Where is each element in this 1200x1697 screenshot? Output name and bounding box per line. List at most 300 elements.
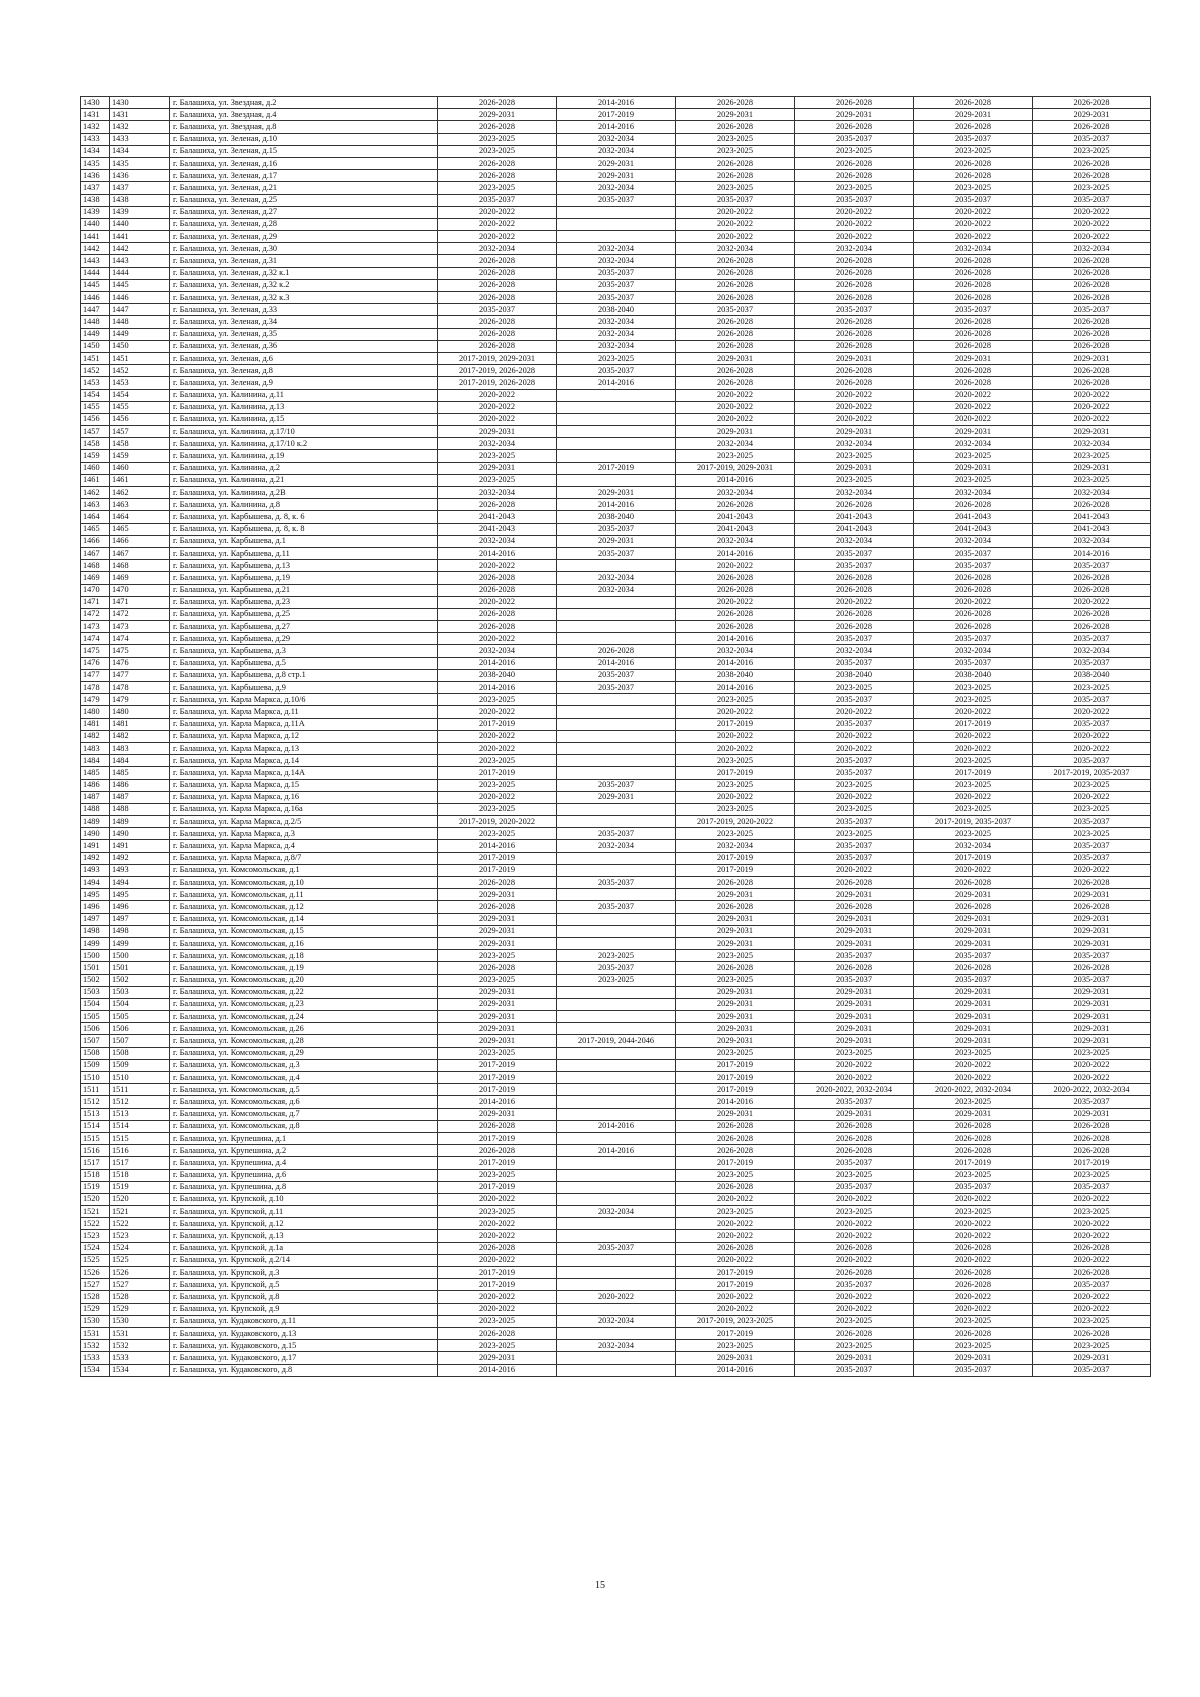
period-cell-5: 2020-2022 xyxy=(914,706,1033,718)
row-number-cell: 1487 xyxy=(81,791,110,803)
period-cell-6: 2020-2022 xyxy=(1033,730,1151,742)
address-cell: г. Балашиха, ул. Крупской, д.13 xyxy=(170,1230,438,1242)
table-row xyxy=(81,682,1151,694)
period-cell-6: 2026-2028 xyxy=(1033,316,1151,328)
period-cell-3: 2014-2016 xyxy=(676,547,795,559)
period-cell-2: 2029-2031 xyxy=(557,157,676,169)
address-cell: г. Балашиха, ул. Комсомольская, д.8 xyxy=(170,1120,438,1132)
period-cell-6: 2023-2025 xyxy=(1033,182,1151,194)
period-cell-1: 2026-2028 xyxy=(438,584,557,596)
building-id-cell: 1483 xyxy=(110,742,170,754)
period-cell-4: 2026-2028 xyxy=(795,121,914,133)
period-cell-5: 2032-2034 xyxy=(914,438,1033,450)
period-cell-4: 2029-2031 xyxy=(795,1352,914,1364)
building-id-cell: 1502 xyxy=(110,974,170,986)
row-number-cell: 1522 xyxy=(81,1218,110,1230)
building-id-cell: 1473 xyxy=(110,621,170,633)
period-cell-6: 2035-2037 xyxy=(1033,633,1151,645)
period-cell-2: 2032-2034 xyxy=(557,145,676,157)
period-cell-1: 2029-2031 xyxy=(438,109,557,121)
period-cell-5: 2026-2028 xyxy=(914,365,1033,377)
table-row xyxy=(81,1011,1151,1023)
period-cell-3: 2023-2025 xyxy=(676,1047,795,1059)
period-cell-4: 2029-2031 xyxy=(795,1011,914,1023)
table-row xyxy=(81,1206,1151,1218)
row-number-cell: 1505 xyxy=(81,1011,110,1023)
row-number-cell: 1476 xyxy=(81,657,110,669)
period-cell-1: 2026-2028 xyxy=(438,267,557,279)
period-cell-4: 2020-2022 xyxy=(795,730,914,742)
table-row xyxy=(81,328,1151,340)
period-cell-2 xyxy=(557,1084,676,1096)
period-cell-2 xyxy=(557,1132,676,1144)
period-cell-1: 2014-2016 xyxy=(438,1096,557,1108)
building-id-cell: 1492 xyxy=(110,852,170,864)
address-cell: г. Балашиха, ул. Карбышева, д.1 xyxy=(170,535,438,547)
table-row xyxy=(81,1218,1151,1230)
period-cell-4: 2035-2037 xyxy=(795,1279,914,1291)
row-number-cell: 1457 xyxy=(81,426,110,438)
period-cell-2 xyxy=(557,1181,676,1193)
period-cell-4: 2029-2031 xyxy=(795,1023,914,1035)
period-cell-3: 2020-2022 xyxy=(676,206,795,218)
period-cell-1: 2023-2025 xyxy=(438,694,557,706)
period-cell-6: 2023-2025 xyxy=(1033,803,1151,815)
building-id-cell: 1525 xyxy=(110,1254,170,1266)
period-cell-2 xyxy=(557,1108,676,1120)
period-cell-5: 2020-2022 xyxy=(914,1193,1033,1205)
period-cell-4: 2023-2025 xyxy=(795,779,914,791)
period-cell-5: 2026-2028 xyxy=(914,1120,1033,1132)
period-cell-5: 2026-2028 xyxy=(914,157,1033,169)
period-cell-1: 2029-2031 xyxy=(438,462,557,474)
period-cell-6: 2026-2028 xyxy=(1033,377,1151,389)
period-cell-3: 2035-2037 xyxy=(676,194,795,206)
address-cell: г. Балашиха, ул. Комсомольская, д.15 xyxy=(170,925,438,937)
period-cell-3: 2023-2025 xyxy=(676,133,795,145)
period-cell-3: 2026-2028 xyxy=(676,97,795,109)
period-cell-1: 2023-2025 xyxy=(438,1169,557,1181)
address-cell: г. Балашиха, ул. Зеленая, д.16 xyxy=(170,157,438,169)
address-cell: г. Балашиха, ул. Карбышева, д.9 xyxy=(170,682,438,694)
period-cell-4: 2026-2028 xyxy=(795,1132,914,1144)
period-cell-4: 2035-2037 xyxy=(795,1364,914,1376)
period-cell-3: 2026-2028 xyxy=(676,572,795,584)
address-cell: г. Балашиха, ул. Карла Маркса, д.14А xyxy=(170,767,438,779)
period-cell-6: 2023-2025 xyxy=(1033,1169,1151,1181)
row-number-cell: 1504 xyxy=(81,998,110,1010)
period-cell-6: 2026-2028 xyxy=(1033,1120,1151,1132)
building-id-cell: 1466 xyxy=(110,535,170,547)
table-row xyxy=(81,157,1151,169)
table-row xyxy=(81,1279,1151,1291)
period-cell-2 xyxy=(557,1072,676,1084)
table-row xyxy=(81,426,1151,438)
row-number-cell: 1448 xyxy=(81,316,110,328)
period-cell-5: 2029-2031 xyxy=(914,426,1033,438)
period-cell-2: 2038-2040 xyxy=(557,511,676,523)
address-cell: г. Балашиха, ул. Карла Маркса, д.4 xyxy=(170,840,438,852)
table-row xyxy=(81,1193,1151,1205)
period-cell-4: 2035-2037 xyxy=(795,950,914,962)
period-cell-5: 2017-2019 xyxy=(914,767,1033,779)
building-id-cell: 1479 xyxy=(110,694,170,706)
table-row xyxy=(81,1047,1151,1059)
building-id-cell: 1521 xyxy=(110,1206,170,1218)
period-cell-1: 2026-2028 xyxy=(438,316,557,328)
building-id-cell: 1533 xyxy=(110,1352,170,1364)
period-cell-2 xyxy=(557,986,676,998)
period-cell-5: 2041-2043 xyxy=(914,523,1033,535)
row-number-cell: 1475 xyxy=(81,645,110,657)
period-cell-3: 2026-2028 xyxy=(676,1242,795,1254)
period-cell-4: 2029-2031 xyxy=(795,1108,914,1120)
period-cell-6: 2014-2016 xyxy=(1033,547,1151,559)
period-cell-6: 2029-2031 xyxy=(1033,937,1151,949)
period-cell-6: 2035-2037 xyxy=(1033,133,1151,145)
period-cell-6: 2020-2022 xyxy=(1033,389,1151,401)
row-number-cell: 1470 xyxy=(81,584,110,596)
period-cell-2: 2017-2019 xyxy=(557,462,676,474)
building-id-cell: 1449 xyxy=(110,328,170,340)
period-cell-2 xyxy=(557,1169,676,1181)
period-cell-5: 2023-2025 xyxy=(914,474,1033,486)
table-row xyxy=(81,401,1151,413)
period-cell-5: 2035-2037 xyxy=(914,133,1033,145)
building-id-cell: 1523 xyxy=(110,1230,170,1242)
row-number-cell: 1439 xyxy=(81,206,110,218)
period-cell-3: 2023-2025 xyxy=(676,755,795,767)
period-cell-2 xyxy=(557,864,676,876)
row-number-cell: 1435 xyxy=(81,157,110,169)
period-cell-3: 2029-2031 xyxy=(676,889,795,901)
building-id-cell: 1481 xyxy=(110,718,170,730)
row-number-cell: 1521 xyxy=(81,1206,110,1218)
period-cell-2: 2035-2037 xyxy=(557,523,676,535)
building-id-cell: 1496 xyxy=(110,901,170,913)
table-row xyxy=(81,974,1151,986)
period-cell-1: 2020-2022 xyxy=(438,231,557,243)
period-cell-4: 2023-2025 xyxy=(795,1206,914,1218)
period-cell-4: 2026-2028 xyxy=(795,328,914,340)
building-id-cell: 1444 xyxy=(110,267,170,279)
period-cell-2: 2035-2037 xyxy=(557,901,676,913)
period-cell-6: 2026-2028 xyxy=(1033,572,1151,584)
period-cell-2: 2032-2034 xyxy=(557,133,676,145)
period-cell-1: 2032-2034 xyxy=(438,487,557,499)
period-cell-5: 2017-2019 xyxy=(914,718,1033,730)
period-cell-6: 2032-2034 xyxy=(1033,645,1151,657)
table-row xyxy=(81,901,1151,913)
period-cell-5: 2023-2025 xyxy=(914,1340,1033,1352)
period-cell-5: 2029-2031 xyxy=(914,1352,1033,1364)
period-cell-1: 2026-2028 xyxy=(438,962,557,974)
address-cell: г. Балашиха, ул. Комсомольская, д.4 xyxy=(170,1072,438,1084)
address-cell: г. Балашиха, ул. Карбышева, д. 8, к. 6 xyxy=(170,511,438,523)
building-id-cell: 1447 xyxy=(110,304,170,316)
period-cell-4: 2029-2031 xyxy=(795,925,914,937)
table-row xyxy=(81,925,1151,937)
period-cell-3: 2026-2028 xyxy=(676,377,795,389)
building-id-cell: 1491 xyxy=(110,840,170,852)
address-cell: г. Балашиха, ул. Крупешина, д.1 xyxy=(170,1132,438,1144)
table-row xyxy=(81,560,1151,572)
period-cell-1: 2020-2022 xyxy=(438,791,557,803)
period-cell-6: 2020-2022 xyxy=(1033,206,1151,218)
period-cell-4: 2026-2028 xyxy=(795,1145,914,1157)
period-cell-5: 2023-2025 xyxy=(914,1096,1033,1108)
building-id-cell: 1430 xyxy=(110,97,170,109)
period-cell-5: 2035-2037 xyxy=(914,547,1033,559)
period-cell-2: 2035-2037 xyxy=(557,292,676,304)
period-cell-3: 2014-2016 xyxy=(676,1096,795,1108)
period-cell-1: 2023-2025 xyxy=(438,755,557,767)
period-cell-6: 2026-2028 xyxy=(1033,1327,1151,1339)
row-number-cell: 1519 xyxy=(81,1181,110,1193)
address-cell: г. Балашиха, ул. Карла Маркса, д.10/6 xyxy=(170,694,438,706)
period-cell-5: 2023-2025 xyxy=(914,1206,1033,1218)
period-cell-6: 2026-2028 xyxy=(1033,170,1151,182)
period-cell-5: 2017-2019, 2035-2037 xyxy=(914,816,1033,828)
period-cell-2 xyxy=(557,413,676,425)
period-cell-6: 2035-2037 xyxy=(1033,816,1151,828)
period-cell-5: 2029-2031 xyxy=(914,925,1033,937)
table-row xyxy=(81,937,1151,949)
table-row xyxy=(81,694,1151,706)
period-cell-4: 2026-2028 xyxy=(795,572,914,584)
period-cell-3: 2026-2028 xyxy=(676,365,795,377)
address-cell: г. Балашиха, ул. Карла Маркса, д.13 xyxy=(170,742,438,754)
row-number-cell: 1462 xyxy=(81,487,110,499)
period-cell-4: 2029-2031 xyxy=(795,352,914,364)
period-cell-1: 2029-2031 xyxy=(438,1108,557,1120)
row-number-cell: 1438 xyxy=(81,194,110,206)
address-cell: г. Балашиха, ул. Комсомольская, д.19 xyxy=(170,962,438,974)
building-id-cell: 1497 xyxy=(110,913,170,925)
period-cell-1: 2014-2016 xyxy=(438,547,557,559)
period-cell-4: 2029-2031 xyxy=(795,109,914,121)
row-number-cell: 1483 xyxy=(81,742,110,754)
table-row xyxy=(81,1108,1151,1120)
period-cell-1: 2014-2016 xyxy=(438,1364,557,1376)
address-cell: г. Балашиха, ул. Комсомольская, д.14 xyxy=(170,913,438,925)
period-cell-5: 2023-2025 xyxy=(914,779,1033,791)
period-cell-6: 2017-2019, 2035-2037 xyxy=(1033,767,1151,779)
building-id-cell: 1442 xyxy=(110,243,170,255)
row-number-cell: 1507 xyxy=(81,1035,110,1047)
period-cell-2 xyxy=(557,438,676,450)
row-number-cell: 1452 xyxy=(81,365,110,377)
period-cell-3: 2026-2028 xyxy=(676,1120,795,1132)
period-cell-4: 2029-2031 xyxy=(795,889,914,901)
period-cell-5: 2029-2031 xyxy=(914,462,1033,474)
buildings-schedule-table xyxy=(80,96,1151,1377)
period-cell-5: 2029-2031 xyxy=(914,889,1033,901)
period-cell-5: 2029-2031 xyxy=(914,998,1033,1010)
period-cell-4: 2029-2031 xyxy=(795,937,914,949)
period-cell-2 xyxy=(557,694,676,706)
period-cell-2 xyxy=(557,1157,676,1169)
period-cell-2 xyxy=(557,767,676,779)
table-row xyxy=(81,1352,1151,1364)
row-number-cell: 1464 xyxy=(81,511,110,523)
address-cell: г. Балашиха, ул. Крупской, д.11 xyxy=(170,1206,438,1218)
building-id-cell: 1475 xyxy=(110,645,170,657)
period-cell-4: 2026-2028 xyxy=(795,365,914,377)
period-cell-4: 2038-2040 xyxy=(795,669,914,681)
period-cell-1: 2023-2025 xyxy=(438,474,557,486)
period-cell-2: 2035-2037 xyxy=(557,779,676,791)
period-cell-3: 2017-2019, 2020-2022 xyxy=(676,816,795,828)
period-cell-2 xyxy=(557,1352,676,1364)
period-cell-5: 2029-2031 xyxy=(914,1023,1033,1035)
period-cell-6: 2035-2037 xyxy=(1033,560,1151,572)
period-cell-4: 2026-2028 xyxy=(795,877,914,889)
period-cell-3: 2017-2019 xyxy=(676,1072,795,1084)
period-cell-6: 2026-2028 xyxy=(1033,97,1151,109)
period-cell-2: 2032-2034 xyxy=(557,1340,676,1352)
period-cell-4: 2041-2043 xyxy=(795,523,914,535)
period-cell-2 xyxy=(557,1279,676,1291)
address-cell: г. Балашиха, ул. Комсомольская, д.29 xyxy=(170,1047,438,1059)
period-cell-3: 2026-2028 xyxy=(676,621,795,633)
period-cell-3: 2014-2016 xyxy=(676,474,795,486)
period-cell-2: 2035-2037 xyxy=(557,1242,676,1254)
table-row xyxy=(81,657,1151,669)
period-cell-6: 2020-2022, 2032-2034 xyxy=(1033,1084,1151,1096)
row-number-cell: 1493 xyxy=(81,864,110,876)
address-cell: г. Балашиха, ул. Комсомольская, д.20 xyxy=(170,974,438,986)
row-number-cell: 1515 xyxy=(81,1132,110,1144)
period-cell-1: 2020-2022 xyxy=(438,218,557,230)
period-cell-6: 2020-2022 xyxy=(1033,742,1151,754)
period-cell-1: 2017-2019 xyxy=(438,1132,557,1144)
address-cell: г. Балашиха, ул. Зеленая, д.17 xyxy=(170,170,438,182)
period-cell-4: 2032-2034 xyxy=(795,438,914,450)
row-number-cell: 1513 xyxy=(81,1108,110,1120)
building-id-cell: 1488 xyxy=(110,803,170,815)
period-cell-3: 2017-2019 xyxy=(676,1279,795,1291)
building-id-cell: 1465 xyxy=(110,523,170,535)
period-cell-6: 2026-2028 xyxy=(1033,877,1151,889)
address-cell: г. Балашиха, ул. Крупской, д.1а xyxy=(170,1242,438,1254)
period-cell-5: 2026-2028 xyxy=(914,962,1033,974)
period-cell-2: 2014-2016 xyxy=(557,499,676,511)
period-cell-3: 2032-2034 xyxy=(676,645,795,657)
address-cell: г. Балашиха, ул. Зеленая, д.25 xyxy=(170,194,438,206)
period-cell-6: 2029-2031 xyxy=(1033,1108,1151,1120)
period-cell-6: 2026-2028 xyxy=(1033,121,1151,133)
period-cell-2: 2038-2040 xyxy=(557,304,676,316)
period-cell-1: 2029-2031 xyxy=(438,1035,557,1047)
period-cell-3: 2041-2043 xyxy=(676,523,795,535)
period-cell-3: 2029-2031 xyxy=(676,1011,795,1023)
building-id-cell: 1509 xyxy=(110,1059,170,1071)
building-id-cell: 1508 xyxy=(110,1047,170,1059)
building-id-cell: 1526 xyxy=(110,1267,170,1279)
period-cell-6: 2029-2031 xyxy=(1033,1035,1151,1047)
period-cell-6: 2035-2037 xyxy=(1033,1096,1151,1108)
building-id-cell: 1505 xyxy=(110,1011,170,1023)
period-cell-4: 2020-2022 xyxy=(795,1072,914,1084)
period-cell-5: 2038-2040 xyxy=(914,669,1033,681)
table-row xyxy=(81,170,1151,182)
period-cell-3: 2020-2022 xyxy=(676,706,795,718)
building-id-cell: 1443 xyxy=(110,255,170,267)
period-cell-4: 2023-2025 xyxy=(795,1315,914,1327)
row-number-cell: 1459 xyxy=(81,450,110,462)
period-cell-4: 2023-2025 xyxy=(795,1340,914,1352)
address-cell: г. Балашиха, ул. Калинина, д.19 xyxy=(170,450,438,462)
row-number-cell: 1501 xyxy=(81,962,110,974)
period-cell-6: 2026-2028 xyxy=(1033,608,1151,620)
period-cell-2 xyxy=(557,1230,676,1242)
period-cell-4: 2020-2022 xyxy=(795,706,914,718)
period-cell-5: 2035-2037 xyxy=(914,974,1033,986)
period-cell-4: 2023-2025 xyxy=(795,474,914,486)
row-number-cell: 1431 xyxy=(81,109,110,121)
table-row xyxy=(81,267,1151,279)
period-cell-5: 2023-2025 xyxy=(914,145,1033,157)
period-cell-6: 2035-2037 xyxy=(1033,694,1151,706)
period-cell-2: 2014-2016 xyxy=(557,121,676,133)
row-number-cell: 1495 xyxy=(81,889,110,901)
row-number-cell: 1492 xyxy=(81,852,110,864)
period-cell-3: 2029-2031 xyxy=(676,937,795,949)
period-cell-5: 2035-2037 xyxy=(914,633,1033,645)
period-cell-5: 2026-2028 xyxy=(914,499,1033,511)
period-cell-3: 2020-2022 xyxy=(676,560,795,572)
table-row xyxy=(81,279,1151,291)
period-cell-1: 2023-2025 xyxy=(438,950,557,962)
period-cell-3: 2017-2019 xyxy=(676,1157,795,1169)
building-id-cell: 1461 xyxy=(110,474,170,486)
address-cell: г. Балашиха, ул. Комсомольская, д.28 xyxy=(170,1035,438,1047)
period-cell-2 xyxy=(557,401,676,413)
period-cell-4: 2020-2022 xyxy=(795,1193,914,1205)
period-cell-5: 2020-2022 xyxy=(914,596,1033,608)
period-cell-6: 2023-2025 xyxy=(1033,145,1151,157)
row-number-cell: 1446 xyxy=(81,292,110,304)
period-cell-4: 2020-2022 xyxy=(795,742,914,754)
table-row xyxy=(81,816,1151,828)
period-cell-6: 2029-2031 xyxy=(1033,913,1151,925)
period-cell-2 xyxy=(557,474,676,486)
period-cell-4: 2023-2025 xyxy=(795,1169,914,1181)
building-id-cell: 1524 xyxy=(110,1242,170,1254)
building-id-cell: 1519 xyxy=(110,1181,170,1193)
period-cell-1: 2020-2022 xyxy=(438,1230,557,1242)
period-cell-2 xyxy=(557,998,676,1010)
period-cell-2 xyxy=(557,1011,676,1023)
row-number-cell: 1499 xyxy=(81,937,110,949)
period-cell-1: 2020-2022 xyxy=(438,560,557,572)
address-cell: г. Балашиха, ул. Зеленая, д.9 xyxy=(170,377,438,389)
building-id-cell: 1528 xyxy=(110,1291,170,1303)
period-cell-2 xyxy=(557,913,676,925)
address-cell: г. Балашиха, ул. Карла Маркса, д.16а xyxy=(170,803,438,815)
period-cell-1: 2023-2025 xyxy=(438,1315,557,1327)
period-cell-5: 2035-2037 xyxy=(914,1181,1033,1193)
period-cell-5: 2020-2022 xyxy=(914,401,1033,413)
period-cell-5: 2032-2034 xyxy=(914,645,1033,657)
building-id-cell: 1480 xyxy=(110,706,170,718)
period-cell-2 xyxy=(557,596,676,608)
row-number-cell: 1482 xyxy=(81,730,110,742)
period-cell-6: 2029-2031 xyxy=(1033,1023,1151,1035)
address-cell: г. Балашиха, ул. Зеленая, д.32 к.1 xyxy=(170,267,438,279)
row-number-cell: 1518 xyxy=(81,1169,110,1181)
